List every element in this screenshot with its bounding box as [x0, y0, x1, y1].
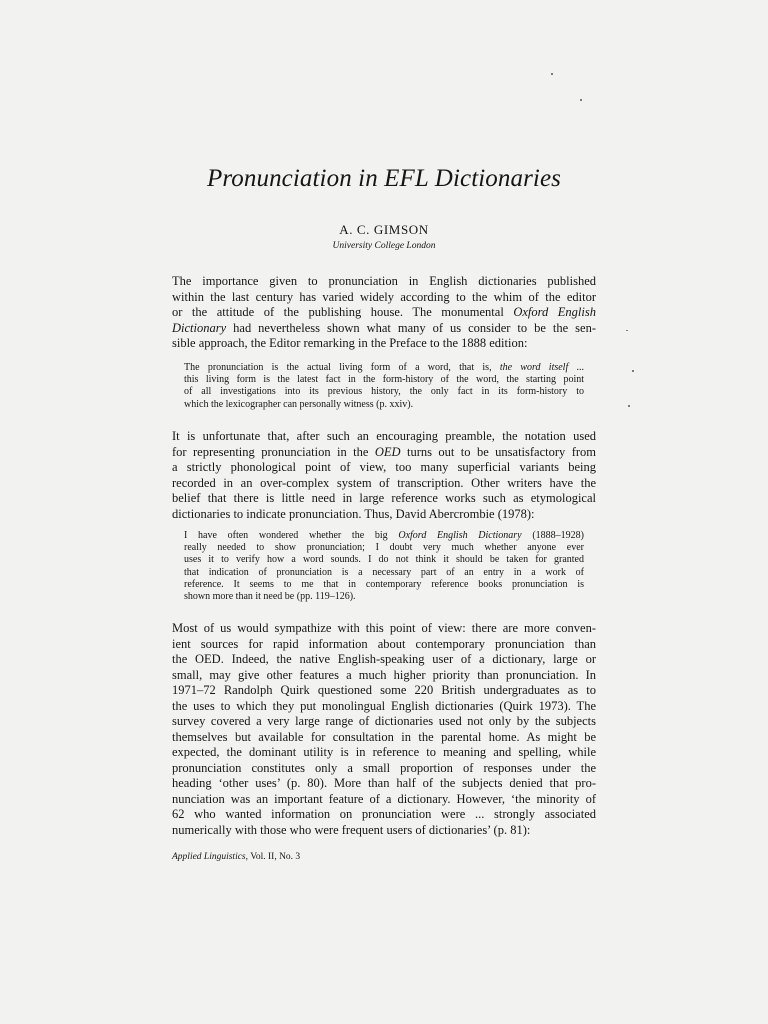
paragraph-intro: [172, 274, 596, 352]
journal-volume: Vol. II, No. 3: [250, 852, 301, 862]
text-line: The importance given to pronunciation in English dictionaries published: [172, 274, 596, 288]
text-line: survey covered a very large range of dictionaries used not only by the subjects: [172, 714, 596, 728]
text-line: 62 who wanted information on pronunciation were ... strongly associated: [172, 807, 596, 821]
quote-line: I have often wondered whether the big Oxford English Dictionary (1888–1928): [184, 530, 584, 541]
text-line: pronunciation constitutes only a small proportion of responses under the: [172, 760, 596, 775]
block-quote-abercrombie: [184, 530, 584, 603]
quote-line: of all investigations into its previous history, the only fact in its form-history to: [184, 386, 584, 398]
text-line: Most of us would sympathize with this point of view: there are more conven-: [172, 621, 596, 635]
scan-speck: [632, 370, 634, 372]
text-line: belief that there is little need in large reference works such as etymological: [172, 491, 596, 505]
author-affiliation: University College London: [332, 241, 436, 251]
text-line: sible approach, the Editor remarking in the Preface to the 1888 edition:: [172, 336, 528, 350]
scan-speck: [626, 330, 628, 331]
text-line: the uses to which they put monolingual English dictionaries (Quirk 1973). The: [172, 698, 596, 713]
quote-line: shown more than it need be (pp. 119–126).: [184, 591, 356, 603]
text-line: ient sources for rapid information about contemporary pronunciation than: [172, 636, 596, 651]
scan-speck: [580, 99, 582, 101]
text-line: or the attitude of the publishing house. The monumental Oxford English: [172, 305, 596, 319]
quote-line: that indication of pronunciation is a necessary part of an entry in a work of: [184, 566, 584, 578]
text-line: expected, the dominant utility is in reference to meaning and spelling, while: [172, 745, 596, 759]
author-name: A. C. GIMSON: [339, 222, 429, 237]
text-line: 1971–72 Randolph Quirk questioned some 220 British undergraduates as to: [172, 683, 596, 697]
text-line: for representing pronunciation in the OED turns out to be unsatisfactory from: [172, 444, 596, 459]
scan-speck: [628, 405, 630, 407]
quote-line: uses it to verify how a word sounds. I do not think it should be taken for granted: [184, 554, 584, 566]
text-line: recorded in an over-complex system of transcription. Other writers have the: [172, 475, 596, 490]
text-line: numerically with those who were frequent users of dictionaries’ (p. 81):: [172, 822, 531, 837]
text-line: nunciation was an important feature of a dictionary. However, ‘the minority of: [172, 791, 596, 806]
text-line: a strictly phonological point of view, too many superficial variants being: [172, 460, 596, 474]
quote-line: this living form is the latest fact in the form-history of the word, the starting point: [184, 374, 584, 386]
text-line: dictionaries to indicate pronunciation. Thus, David Abercrombie (1978):: [172, 506, 535, 521]
journal-footer: Applied Linguistics, Vol. II, No. 3: [172, 852, 301, 862]
text-line: small, may give other features a much higher priority than pronunciation. In: [172, 667, 596, 682]
text-line: within the last century has varied widely according to the whim of the editor: [172, 289, 596, 304]
text-line: heading ‘other uses’ (p. 80). More than half of the subjects denied that pro-: [172, 776, 596, 790]
scan-speck: [551, 73, 553, 75]
text-line: the OED. Indeed, the native English-speaking user of a dictionary, large or: [172, 652, 596, 666]
paragraph-oed-notation: [172, 429, 596, 522]
article-title: Pronunciation in EFL Dictionaries: [207, 165, 561, 192]
text-line: Dictionary had nevertheless shown what many of us consider to be the sen-: [172, 320, 596, 335]
paragraph-quirk-survey: [172, 621, 596, 838]
text-line: It is unfortunate that, after such an encouraging preamble, the notation used: [172, 429, 596, 443]
journal-name: Applied Linguistics: [172, 852, 246, 862]
block-quote-oed-preface: [184, 362, 584, 411]
quote-line: reference. It seems to me that in contemporary reference books pronunciation is: [184, 578, 584, 590]
quote-line: which the lexicographer can personally witness (p. xxiv).: [184, 398, 414, 410]
text-line: themselves but available for consultation in the parental home. As might be: [172, 729, 596, 744]
quote-line: really needed to show pronunciation; I doubt very much whether anyone ever: [184, 542, 584, 554]
quote-line: The pronunciation is the actual living form of a word, that is, the word itself ...: [184, 362, 585, 373]
